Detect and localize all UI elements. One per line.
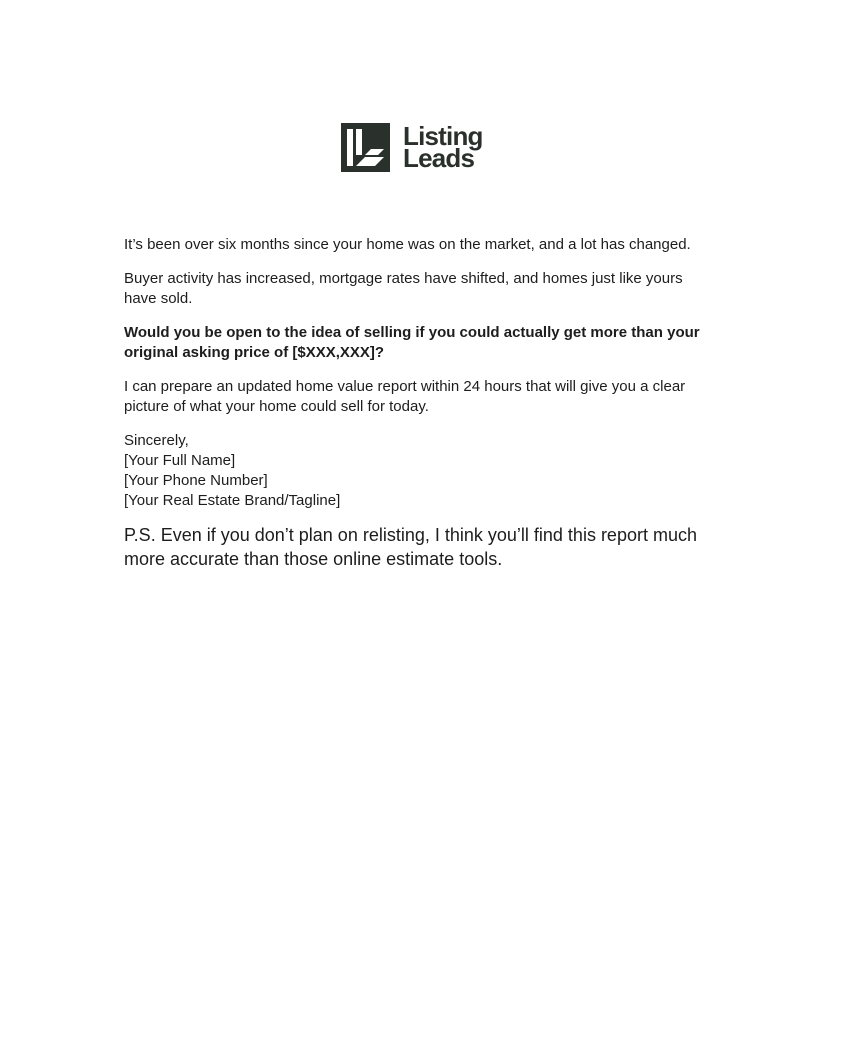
postscript: P.S. Even if you don’t plan on relisting, I think you’ll find this report much more accurate than those online estimate tools. xyxy=(124,525,697,569)
logo-line-1: Listing xyxy=(403,121,483,151)
letter-body xyxy=(124,235,704,585)
paragraph-4: I can prepare an updated home value report within 24 hours that will give you a clear picture of what your home could sell for today. xyxy=(124,378,686,415)
logo-line-2: Leads xyxy=(403,143,475,173)
paragraph-question: Would you be open to the idea of selling if you could actually get more than your original asking price of [$XXX,XXX]? xyxy=(124,324,700,361)
signature-name: [Your Full Name] xyxy=(124,452,236,469)
paragraph-2: Buyer activity has increased, mortgage rates have shifted, and homes just like yours have sold. xyxy=(124,270,683,307)
logo-wordmark xyxy=(403,121,483,173)
signature-block xyxy=(124,431,704,511)
signature-phone: [Your Phone Number] xyxy=(124,472,268,489)
listing-leads-logo-icon xyxy=(341,123,390,172)
listing-leads-logo xyxy=(341,121,491,173)
closing: Sincerely, xyxy=(124,432,189,449)
paragraph-1: It’s been over six months since your home was on the market, and a lot has changed. xyxy=(124,236,691,253)
signature-brand: [Your Real Estate Brand/Tagline] xyxy=(124,492,341,509)
